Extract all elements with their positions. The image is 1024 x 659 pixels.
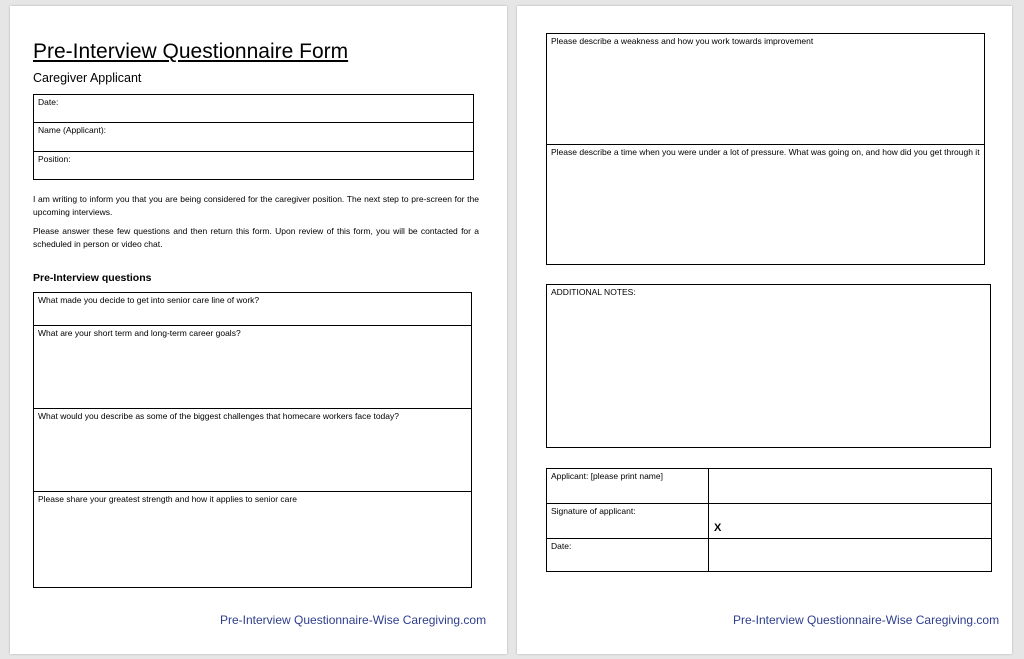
document-page-2 — [517, 6, 1012, 654]
date-label: Date: — [547, 539, 709, 572]
applicant-name-print-field[interactable] — [709, 469, 992, 504]
questions-table-continued — [546, 33, 985, 265]
question-text: What are your short term and long-term career goals? — [38, 328, 241, 338]
signature-x-mark: X — [714, 522, 722, 534]
question-row[interactable] — [34, 293, 471, 326]
question-row[interactable] — [34, 492, 471, 587]
form-subtitle: Caregiver Applicant — [33, 71, 142, 85]
applicant-name-print-label: Applicant: [please print name] — [547, 469, 709, 504]
applicant-name-field[interactable] — [34, 123, 473, 152]
document-page-1 — [10, 6, 507, 654]
intro-paragraph-2: Please answer these few questions and then return this form. Upon review of this form, you will be contacted for a scheduled in person or video chat. — [33, 226, 479, 249]
applicant-info-table — [33, 94, 474, 180]
question-text: Please share your greatest strength and how it applies to senior care — [38, 494, 297, 504]
signature-table — [546, 468, 992, 572]
signature-field[interactable] — [709, 504, 992, 539]
question-text: Please describe a time when you were under a lot of pressure. What was going on, and how did you get through it — [551, 147, 980, 157]
question-text: What would you describe as some of the biggest challenges that homecare workers face today? — [38, 411, 399, 421]
signature-label: Signature of applicant: — [547, 504, 709, 539]
additional-notes-label: ADDITIONAL NOTES: — [551, 287, 636, 297]
additional-notes-box[interactable] — [546, 284, 991, 448]
intro-paragraph-1: I am writing to inform you that you are being considered for the caregiver position. The next step to pre-screen for the upcoming interviews. — [33, 194, 479, 217]
page-footer: Pre-Interview Questionnaire-Wise Caregiving.com — [733, 613, 1000, 627]
date-field-label: Date: — [38, 97, 59, 107]
question-row[interactable] — [34, 326, 471, 409]
question-text: What made you decide to get into senior care line of work? — [38, 295, 260, 305]
question-row[interactable] — [547, 145, 984, 264]
date-field[interactable] — [34, 95, 473, 123]
position-field[interactable] — [34, 152, 473, 179]
questions-table — [33, 292, 472, 588]
questions-heading: Pre-Interview questions — [33, 272, 152, 284]
form-title: Pre-Interview Questionnaire Form — [33, 40, 349, 63]
position-label: Position: — [38, 154, 71, 164]
date-field[interactable] — [709, 539, 992, 572]
page-footer: Pre-Interview Questionnaire-Wise Caregiving.com — [220, 613, 487, 627]
applicant-name-label: Name (Applicant): — [38, 125, 107, 135]
question-row[interactable] — [34, 409, 471, 492]
question-text: Please describe a weakness and how you work towards improvement — [551, 36, 814, 46]
question-row[interactable] — [547, 34, 984, 145]
